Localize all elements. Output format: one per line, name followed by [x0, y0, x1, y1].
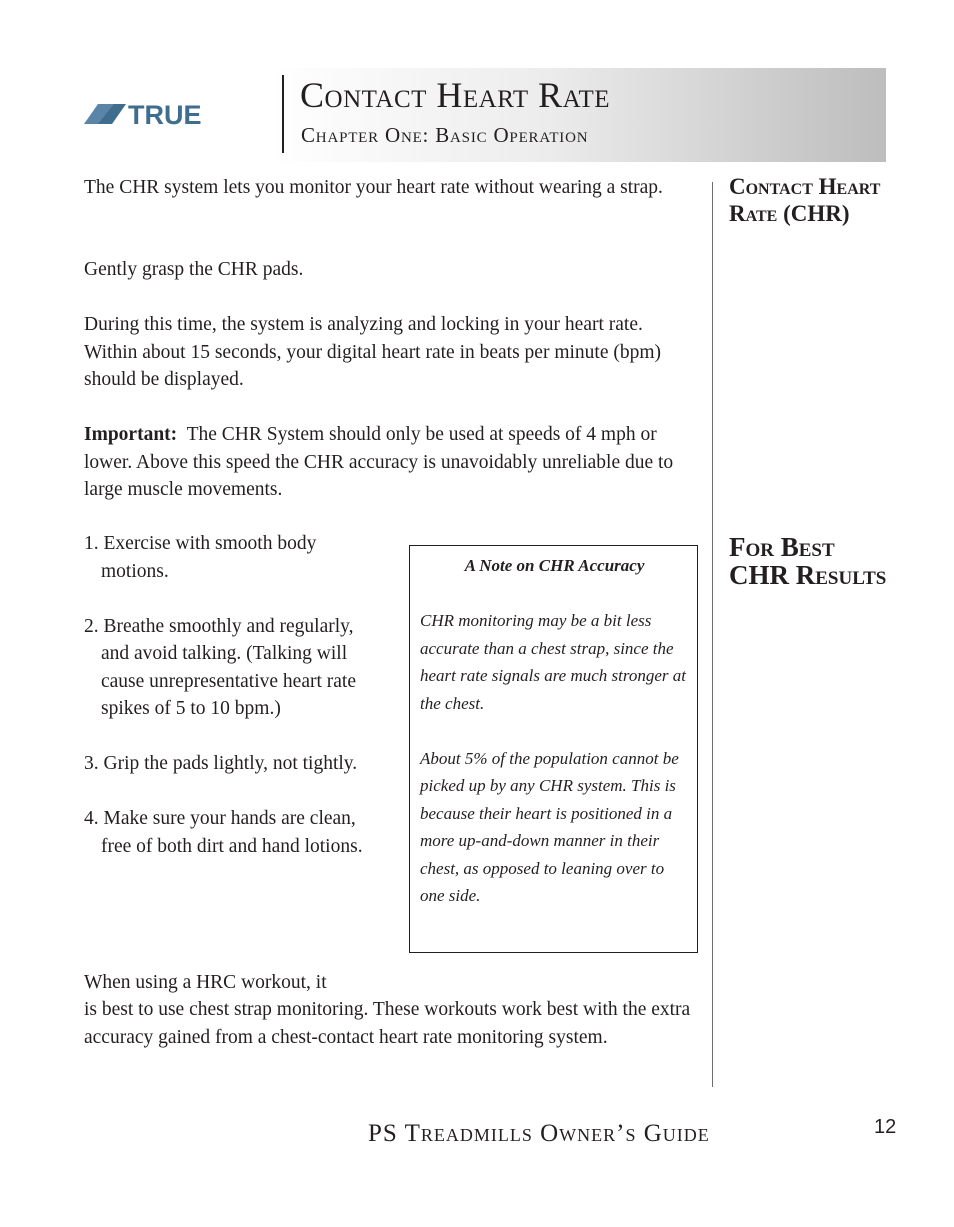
list-item: 4. Make sure your hands are clean, free of both dirt and hand lotions. [84, 808, 363, 857]
page-number: 12 [874, 1116, 897, 1138]
tips-list [84, 530, 384, 888]
true-logo [84, 100, 254, 130]
closing-line-1: When using a HRC workout, it [84, 972, 327, 993]
important-label: Important: [84, 424, 178, 445]
important-paragraph [84, 421, 684, 504]
intro-paragraph-2: Gently grasp the CHR pads. [84, 259, 304, 280]
column-divider [712, 182, 713, 1087]
intro-paragraph-3: During this time, the system is analyzing and locking in your heart rate. Within about 15 seconds, your digital heart rate in beats per minute (bpm) should be displayed. [84, 314, 662, 390]
logo-wordmark: TRUE [128, 100, 202, 130]
sidebar-heading-chr: Contact Heart Rate (CHR) [729, 174, 881, 226]
closing-paragraph: is best to use chest strap monitoring. These workouts work best with the extra accuracy gained from a chest-contact heart rate monitoring system. [84, 999, 691, 1048]
list-item: 1. Exercise with smooth body motions. [84, 533, 317, 582]
footer-guide-title: PS Treadmills Owner’s Guide [368, 1120, 710, 1147]
list-item: 2. Breathe smoothly and regularly, and avoid talking. (Talking will cause unrepresentative heart rate spikes of 5 to 10 bpm.) [84, 615, 356, 719]
accuracy-note-box [409, 545, 698, 953]
sidebar-heading-best-results: For Best CHR Results [729, 532, 887, 590]
header-divider [282, 75, 284, 153]
page-title: Contact Heart Rate [300, 75, 610, 115]
intro-paragraph-1: The CHR system lets you monitor your heart rate without wearing a strap. [84, 177, 663, 198]
note-paragraph-2: About 5% of the population cannot be picked up by any CHR system. This is because their heart is positioned in a more up-and-down manner in their chest, as opposed to leaning over to one side. [420, 748, 679, 905]
list-item: 3. Grip the pads lightly, not tightly. [84, 753, 358, 774]
important-text: The CHR System should only be used at speeds of 4 mph or lower. Above this speed the CHR accuracy is unavoidably unreliable due to large muscle movements. [84, 424, 674, 500]
note-paragraph-1: CHR monitoring may be a bit less accurate than a chest strap, since the heart rate signals are much stronger at the chest. [420, 611, 687, 713]
chapter-subtitle: Chapter One: Basic Operation [301, 123, 589, 147]
note-title: A Note on CHR Accuracy [464, 556, 645, 575]
